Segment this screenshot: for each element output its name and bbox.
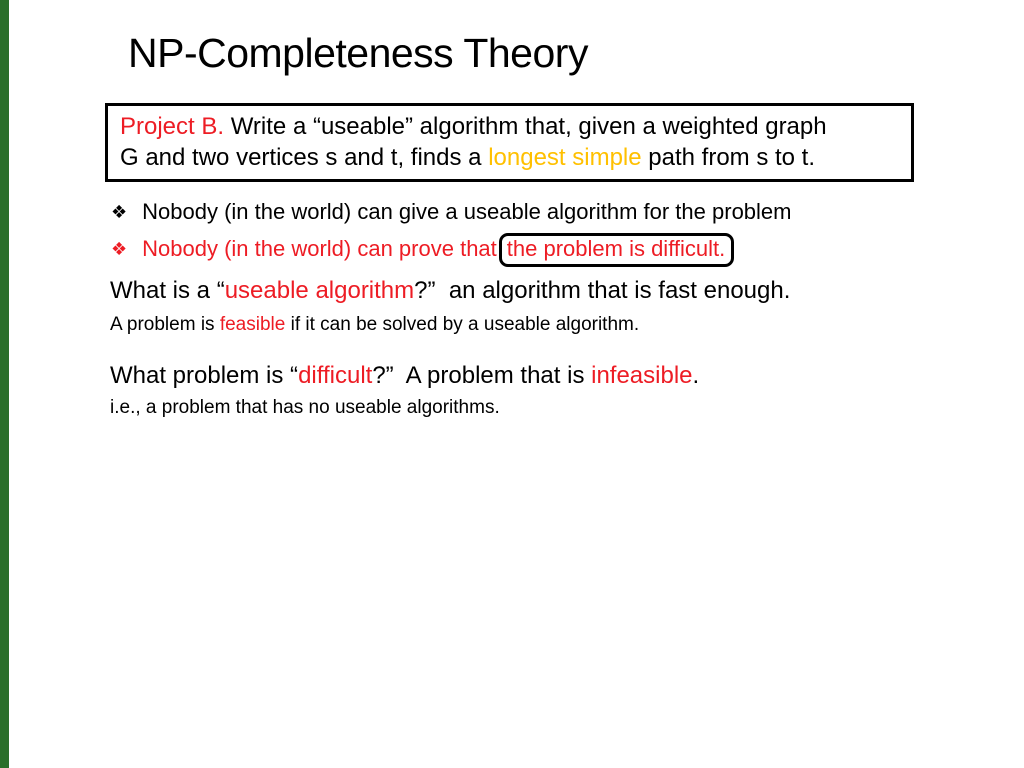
bullet-item-2 xyxy=(111,233,734,267)
project-statement-box xyxy=(105,103,914,182)
diamond-bullet-icon: ❖ xyxy=(111,202,128,222)
diamond-bullet-icon: ❖ xyxy=(111,239,128,259)
feasible-pre: A problem is xyxy=(110,314,220,335)
q2-pre: What problem is “ xyxy=(110,362,299,389)
ie-note-line: i.e., a problem that has no useable algorithms. xyxy=(110,397,500,418)
term-difficult: difficult xyxy=(298,362,373,389)
feasible-definition-line xyxy=(110,314,639,336)
slide-title: NP-Completeness Theory xyxy=(128,30,588,76)
project-box-line-1 xyxy=(120,111,911,142)
q1-pre: What is a “ xyxy=(110,277,225,304)
project-text-2: G and two vertices s and t, finds a xyxy=(120,144,489,171)
bullet-2-text xyxy=(142,233,734,267)
bullet-1-text: Nobody (in the world) can give a useable algorithm for the problem xyxy=(142,199,792,224)
difficult-callout-outline: the problem is difficult. xyxy=(499,233,734,267)
left-accent-bar xyxy=(0,0,9,768)
q1-post: ?” an algorithm that is fast enough. xyxy=(414,277,791,304)
feasible-post: if it can be solved by a useable algorithm. xyxy=(285,314,640,335)
project-text-3: path from s to t. xyxy=(641,144,816,171)
project-label: Project B. xyxy=(120,113,225,140)
bullet-item-1 xyxy=(111,199,791,225)
term-infeasible: infeasible xyxy=(591,362,693,389)
term-useable-algorithm: useable algorithm xyxy=(224,277,415,304)
q2-mid: ?” A problem that is xyxy=(372,362,592,389)
question-difficult-line xyxy=(110,362,699,390)
highlight-longest-simple: longest simple xyxy=(488,144,642,171)
project-box-line-2 xyxy=(120,142,911,173)
q2-post: . xyxy=(692,362,700,389)
project-text-1: Write a “useable” algorithm that, given a weighted graph xyxy=(224,113,827,140)
question-useable-line xyxy=(110,277,790,305)
term-feasible: feasible xyxy=(219,314,286,335)
bullet-2-pre: Nobody (in the world) can prove that xyxy=(142,236,497,261)
